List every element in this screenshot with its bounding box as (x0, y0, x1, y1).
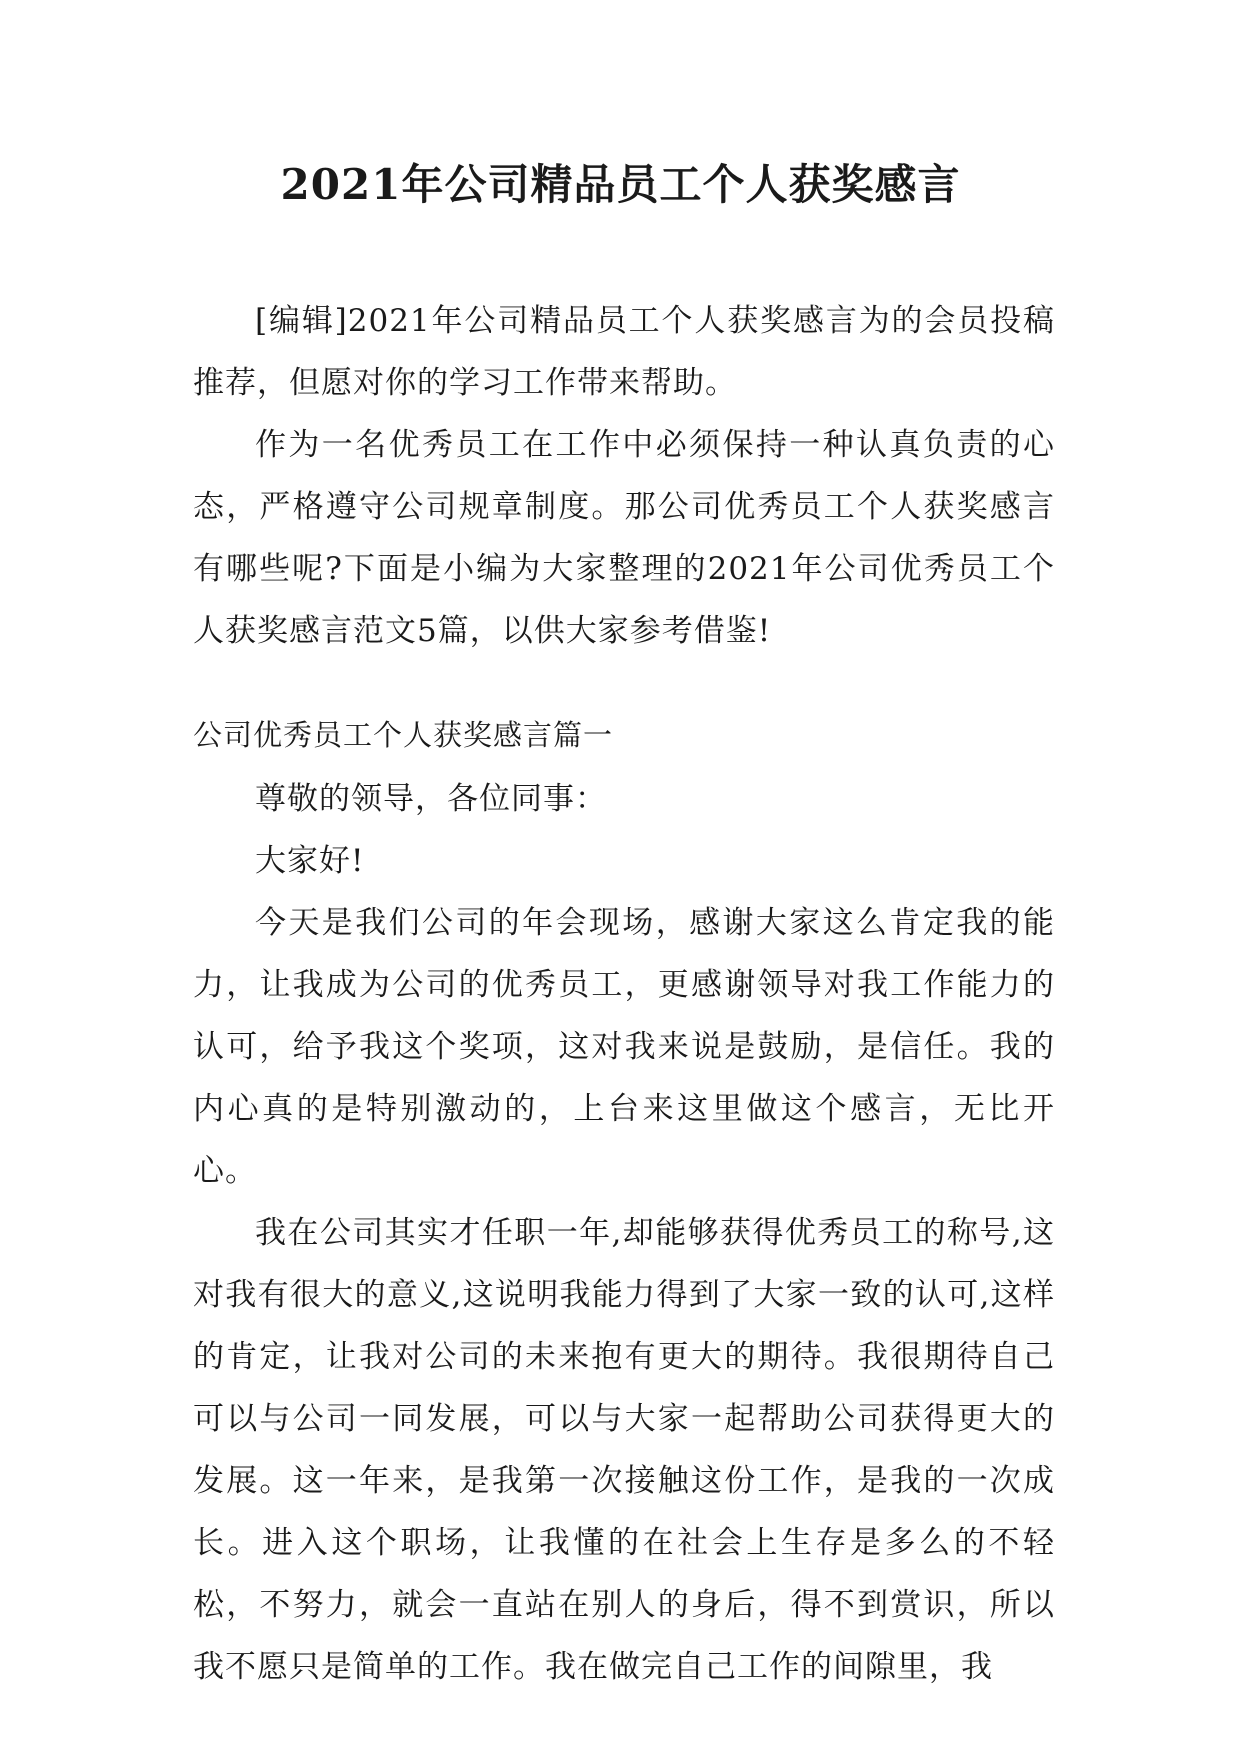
document-title: 2021年公司精品员工个人获奖感言 (280, 160, 961, 209)
intro-paragraph-2: 作为一名优秀员工在工作中必须保持一种认真负责的心态，严格遵守公司规章制度。那公司优秀员工个人获奖感言有哪些呢?下面是小编为大家整理的2021年公司优秀员工个人获奖感言范文5篇，以供大家参考借鉴! (193, 427, 1055, 649)
greeting-paragraph: 大家好! (255, 843, 365, 879)
body-paragraph-1: 今天是我们公司的年会现场，感谢大家这么肯定我的能力，让我成为公司的优秀员工，更感谢领导对我工作能力的认可，给予我这个奖项，这对我来说是鼓励，是信任。我的内心真的是特别激动的，上台来这里做这个感言，无比开心。 (193, 905, 1055, 1189)
intro-paragraph-1: [编辑]2021年公司精品员工个人获奖感言为的会员投稿推荐，但愿对你的学习工作带来帮助。 (193, 303, 1055, 401)
body-paragraph-2: 我在公司其实才任职一年,却能够获得优秀员工的称号,这对我有很大的意义,这说明我能力得到了大家一致的认可,这样的肯定，让我对公司的未来抱有更大的期待。我很期待自己可以与公司一同发展，可以与大家一起帮助公司获得更大的发展。这一年来，是我第一次接触这份工作，是我的一次成长。进入这个职场，让我懂的在社会上生存是多么的不轻松，不努力，就会一直站在别人的身后，得不到赏识，所以我不愿只是简单的工作。我在做完自己工作的间隙里，我 (193, 1215, 1055, 1685)
salutation-paragraph: 尊敬的领导，各位同事： (255, 781, 607, 817)
section-spacer (193, 662, 1055, 702)
section-heading: 公司优秀员工个人获奖感言篇一 (193, 718, 614, 752)
document-body (193, 290, 1055, 1698)
